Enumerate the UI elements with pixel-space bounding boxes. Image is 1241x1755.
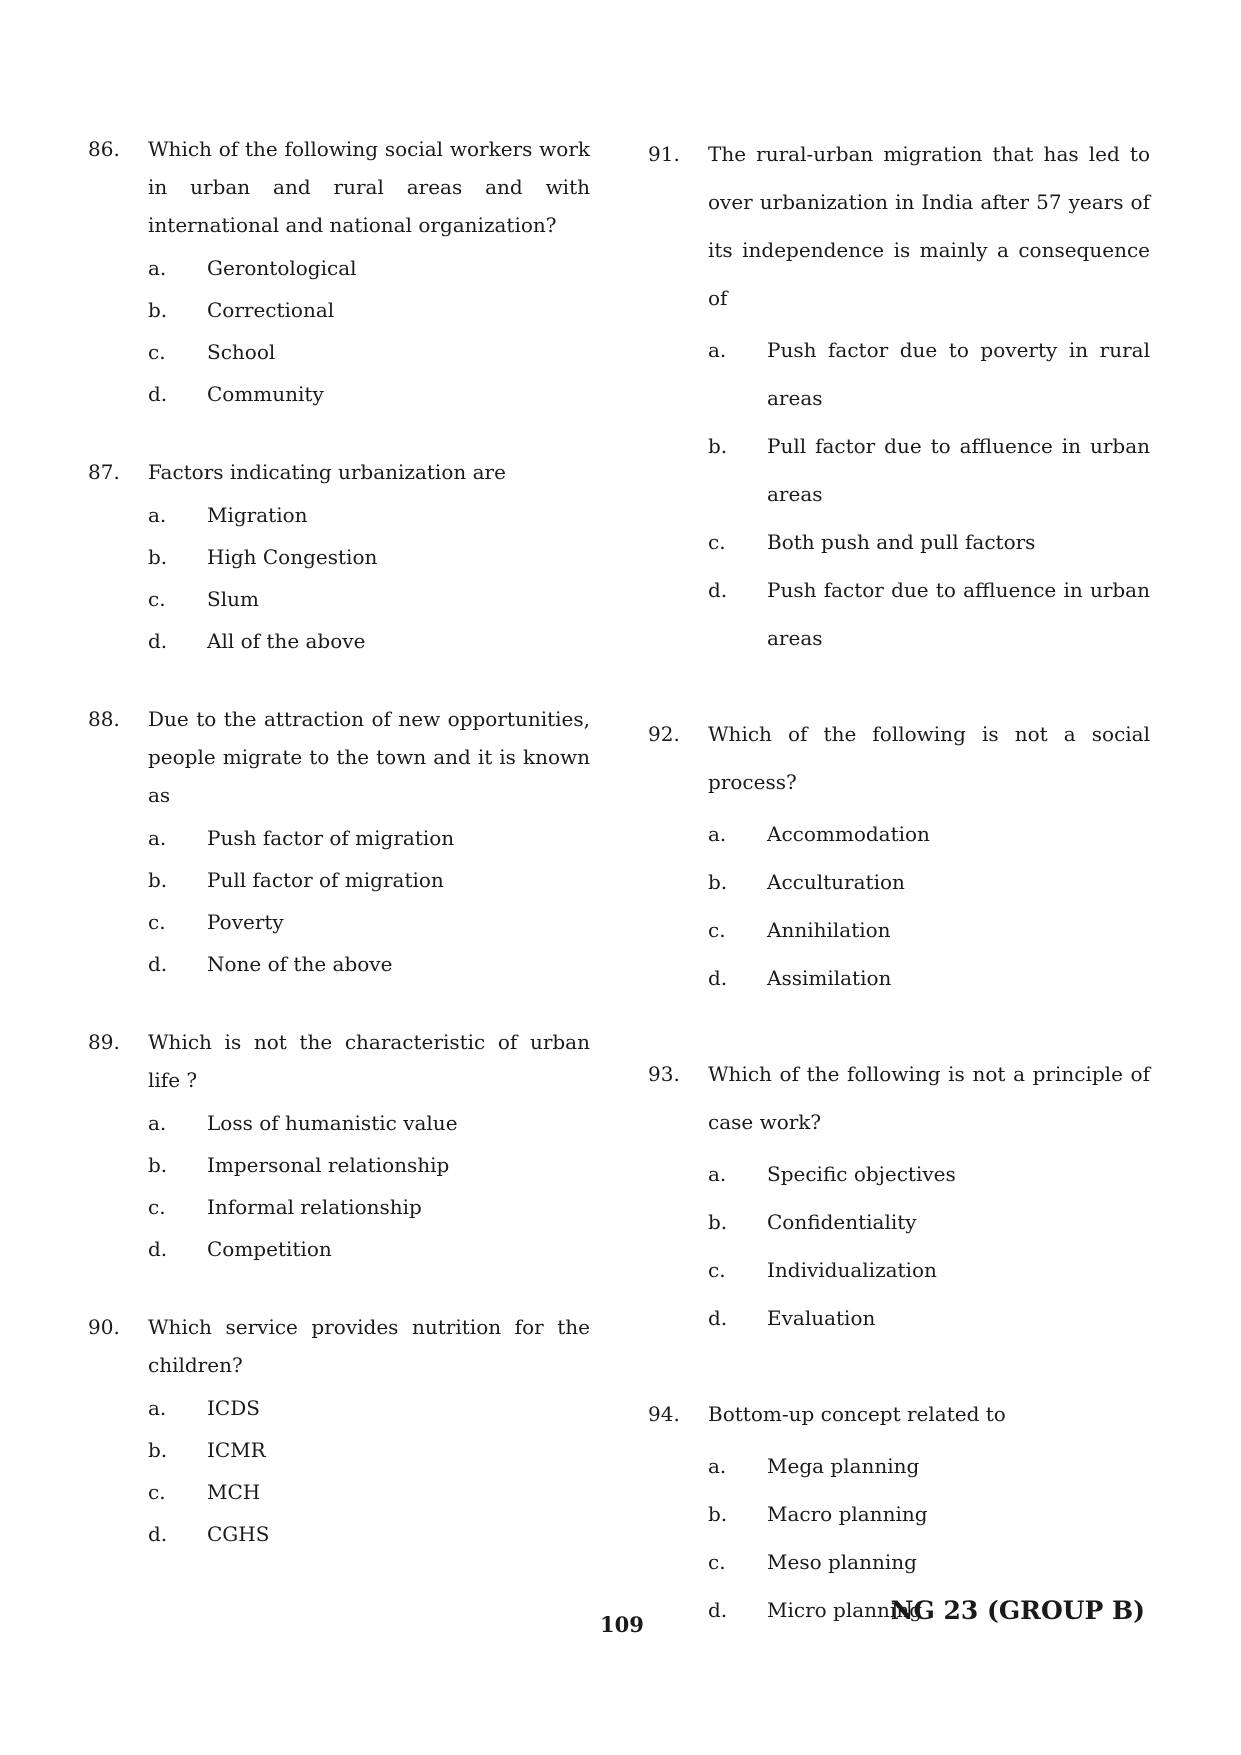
option-text: Gerontological — [207, 256, 357, 280]
option-letter: d. — [148, 629, 168, 653]
option-text: Annihilation — [767, 918, 891, 942]
option-letter: c. — [148, 1480, 166, 1504]
question-stem — [648, 130, 1150, 322]
option-text: School — [207, 340, 276, 364]
option-letter: a. — [708, 1162, 727, 1186]
option-letter: d. — [148, 1522, 168, 1546]
option-letter: d. — [708, 578, 728, 602]
question — [88, 1308, 590, 1555]
option — [708, 1246, 1150, 1294]
question — [88, 453, 590, 662]
question-text: Which of the following social workers work in urban and rural areas and with international and national organization? — [148, 137, 590, 237]
option-letter: c. — [708, 1258, 726, 1282]
option-list — [88, 1387, 590, 1555]
option-letter: b. — [708, 870, 728, 894]
option — [708, 1442, 1150, 1490]
option-list — [648, 810, 1150, 1002]
option — [148, 247, 590, 289]
question-number: 93. — [648, 1062, 680, 1086]
option-text: Assimilation — [767, 966, 892, 990]
option-text: Both push and pull factors — [767, 530, 1036, 554]
option — [708, 954, 1150, 1002]
option — [708, 326, 1150, 422]
question-number: 94. — [648, 1402, 680, 1426]
page-number: 109 — [600, 1612, 644, 1637]
option-text: Poverty — [207, 910, 284, 934]
option-letter: a. — [148, 256, 167, 280]
right-column — [648, 130, 1150, 1634]
question-stem — [88, 130, 590, 244]
option — [708, 566, 1150, 662]
option — [148, 859, 590, 901]
option-text: Impersonal relationship — [207, 1153, 450, 1177]
option-text: Push factor of migration — [207, 826, 455, 850]
left-column — [88, 130, 590, 1555]
option-letter: a. — [148, 1396, 167, 1420]
option-text: MCH — [207, 1480, 261, 1504]
option-letter: c. — [148, 1195, 166, 1219]
option — [148, 1429, 590, 1471]
option — [148, 620, 590, 662]
option — [708, 1198, 1150, 1246]
option-list — [648, 1150, 1150, 1342]
option-list — [648, 326, 1150, 662]
option-letter: c. — [708, 530, 726, 554]
question-number: 88. — [88, 707, 120, 731]
question-number: 92. — [648, 722, 680, 746]
option-text: Push factor due to poverty in rural areas — [767, 338, 1150, 410]
option-text: Pull factor due to affluence in urban areas — [767, 434, 1150, 506]
option-letter: a. — [148, 1111, 167, 1135]
option — [708, 858, 1150, 906]
question-number: 91. — [648, 142, 680, 166]
option-letter: c. — [708, 918, 726, 942]
question-stem — [648, 710, 1150, 806]
option — [148, 1102, 590, 1144]
option-letter: b. — [148, 868, 168, 892]
option — [148, 817, 590, 859]
question-text: Bottom-up concept related to — [708, 1402, 1006, 1426]
option-letter: a. — [148, 503, 167, 527]
option-text: Accommodation — [767, 822, 930, 846]
option-letter: c. — [708, 1550, 726, 1574]
option-letter: a. — [148, 826, 167, 850]
option-letter: d. — [708, 1598, 728, 1622]
option — [708, 518, 1150, 566]
option-letter: d. — [708, 966, 728, 990]
option — [148, 578, 590, 620]
option — [708, 1490, 1150, 1538]
option-list — [88, 817, 590, 985]
option-text: Confidentiality — [767, 1210, 917, 1234]
option-letter: b. — [708, 1210, 728, 1234]
option-text: CGHS — [207, 1522, 270, 1546]
question-text: Which of the following is not a principle of case work? — [708, 1062, 1150, 1134]
option — [708, 1538, 1150, 1586]
option-letter: d. — [148, 952, 168, 976]
option-text: Push factor due to affluence in urban areas — [767, 578, 1150, 650]
option-letter: b. — [148, 1153, 168, 1177]
option-text: Specific objectives — [767, 1162, 956, 1186]
question — [88, 700, 590, 985]
question-text: Factors indicating urbanization are — [148, 460, 506, 484]
question-stem — [88, 1308, 590, 1384]
option-list — [88, 494, 590, 662]
option-text: Migration — [207, 503, 308, 527]
option-text: All of the above — [207, 629, 366, 653]
option-letter: b. — [148, 1438, 168, 1462]
question — [648, 130, 1150, 662]
paper-code: NG 23 (GROUP B) — [890, 1596, 1145, 1625]
question-number: 89. — [88, 1030, 120, 1054]
question-stem — [88, 700, 590, 814]
question — [88, 1023, 590, 1270]
option-text: Community — [207, 382, 324, 406]
option-text: Mega planning — [767, 1454, 920, 1478]
option-letter: d. — [148, 382, 168, 406]
option-text: Pull factor of migration — [207, 868, 444, 892]
option-text: None of the above — [207, 952, 393, 976]
option-text: ICDS — [207, 1396, 260, 1420]
option — [148, 901, 590, 943]
option-letter: d. — [148, 1237, 168, 1261]
option-letter: a. — [708, 338, 727, 362]
option — [708, 422, 1150, 518]
option — [708, 810, 1150, 858]
question-stem — [648, 1050, 1150, 1146]
option — [708, 1150, 1150, 1198]
question-stem — [88, 453, 590, 491]
option — [148, 1513, 590, 1555]
option — [148, 1144, 590, 1186]
option-text: Slum — [207, 587, 259, 611]
question-text: Which of the following is not a social process? — [708, 722, 1150, 794]
question-number: 87. — [88, 460, 120, 484]
question-stem — [648, 1390, 1150, 1438]
question-stem — [88, 1023, 590, 1099]
option — [148, 1471, 590, 1513]
option-letter: c. — [148, 910, 166, 934]
option-letter: d. — [708, 1306, 728, 1330]
option-text: Correctional — [207, 298, 335, 322]
question-text: Which is not the characteristic of urban life ? — [148, 1030, 590, 1092]
question — [648, 710, 1150, 1002]
option-letter: b. — [708, 434, 728, 458]
question — [88, 130, 590, 415]
option-text: Informal relationship — [207, 1195, 422, 1219]
option — [148, 289, 590, 331]
option — [148, 373, 590, 415]
option-list — [88, 1102, 590, 1270]
question-text: The rural-urban migration that has led to over urbanization in India after 57 years of its independence is mainly a consequence of — [708, 142, 1150, 310]
option-letter: a. — [708, 1454, 727, 1478]
option — [148, 494, 590, 536]
option — [708, 1294, 1150, 1342]
option-text: Acculturation — [767, 870, 905, 894]
option-text: High Congestion — [207, 545, 378, 569]
option-text: ICMR — [207, 1438, 266, 1462]
option-letter: b. — [708, 1502, 728, 1526]
option-letter: b. — [148, 545, 168, 569]
question-text: Which service provides nutrition for the children? — [148, 1315, 590, 1377]
option-list — [88, 247, 590, 415]
option — [148, 943, 590, 985]
option — [148, 1387, 590, 1429]
option-letter: b. — [148, 298, 168, 322]
option-text: Competition — [207, 1237, 332, 1261]
option — [148, 331, 590, 373]
option-letter: c. — [148, 587, 166, 611]
option — [148, 1228, 590, 1270]
option — [148, 1186, 590, 1228]
option-text: Loss of humanistic value — [207, 1111, 458, 1135]
question-number: 90. — [88, 1315, 120, 1339]
option — [148, 536, 590, 578]
question — [648, 1050, 1150, 1342]
option-text: Macro planning — [767, 1502, 928, 1526]
question-text: Due to the attraction of new opportunities, people migrate to the town and it is known as — [148, 707, 590, 807]
question-number: 86. — [88, 137, 120, 161]
option-letter: c. — [148, 340, 166, 364]
option-text: Individualization — [767, 1258, 937, 1282]
option — [708, 906, 1150, 954]
option-letter: a. — [708, 822, 727, 846]
option-text: Meso planning — [767, 1550, 917, 1574]
option-text: Evaluation — [767, 1306, 876, 1330]
option-text: Micro planning — [767, 1598, 922, 1622]
